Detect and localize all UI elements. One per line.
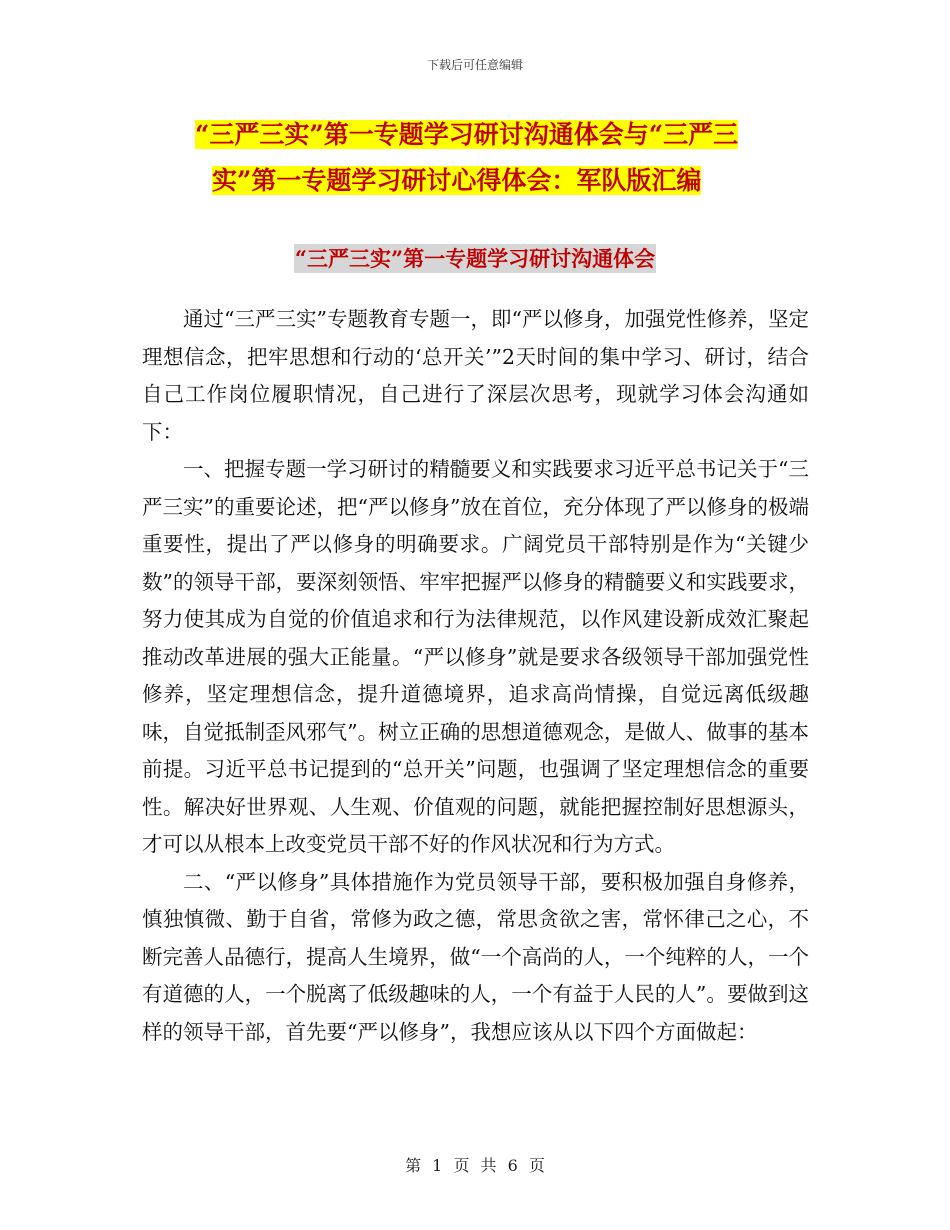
body-paragraph-part-2: 二、“严以修身”具体措施作为党员领导干部，要积极加强自身修养，慎独慎微、勤于自省，常修为政之德，常思贪欲之害，常怀律己之心，不断完善人品德行，提高人生境界，做“一个高尚的人，一个纯粹的人，一个有道德的人，一个脱离了低级趣味的人，一个有益于人民的人”。要做到这样的领导干部，首先要“严以修身”，我想应该从以下四个方面做起： (142, 869, 809, 1044)
document-title-line-2: 实”第一专题学习研讨心得体会：军队版汇编 (212, 166, 702, 195)
body-paragraph-intro: 通过“三严三实”专题教育专题一，即“严以修身，加强党性修养，坚定理想信念，把牢思想和行动的‘总开关’”2天时间的集中学习、研讨，结合自己工作岗位履职情况，自己进行了深层次思考，现就学习体会沟通如下： (142, 307, 809, 444)
body-paragraph-part-1: 一、把握专题一学习研讨的精髓要义和实践要求习近平总书记关于“三严三实”的重要论述，把“严以修身”放在首位，充分体现了严以修身的极端重要性，提出了严以修身的明确要求。广阔党员干部特别是作为“关键少数”的领导干部，要深刻领悟、牢牢把握严以修身的精髓要义和实践要求，努力使其成为自觉的价值追求和行为法律规范，以作风建设新成效汇聚起推动改革进展的强大正能量。“严以修身”就是要求各级领导干部加强党性修养，坚定理想信念，提升道德境界，追求高尚情操，自觉远离低级趣味，自觉抵制歪风邪气”。树立正确的思想道德观念，是做人、做事的基本前提。习近平总书记提到的“总开关”问题，也强调了坚定理想信念的重要性。解决好世界观、人生观、价值观的问题，就能把握控制好思想源头，才可以从根本上改变党员干部不好的作风状况和行为方式。 (142, 457, 809, 856)
section-title (0, 243, 950, 273)
document-title-line-1: “三严三实”第一专题学习研讨沟通体会与“三严三 (195, 120, 739, 149)
document-title (195, 112, 815, 204)
header-note: 下载后可任意编辑 (426, 58, 523, 72)
page-footer: 第 1 页 共 6 页 (405, 1156, 545, 1175)
section-title-text: “三严三实”第一专题学习研讨沟通体会 (294, 246, 656, 271)
document-body (142, 301, 809, 1051)
